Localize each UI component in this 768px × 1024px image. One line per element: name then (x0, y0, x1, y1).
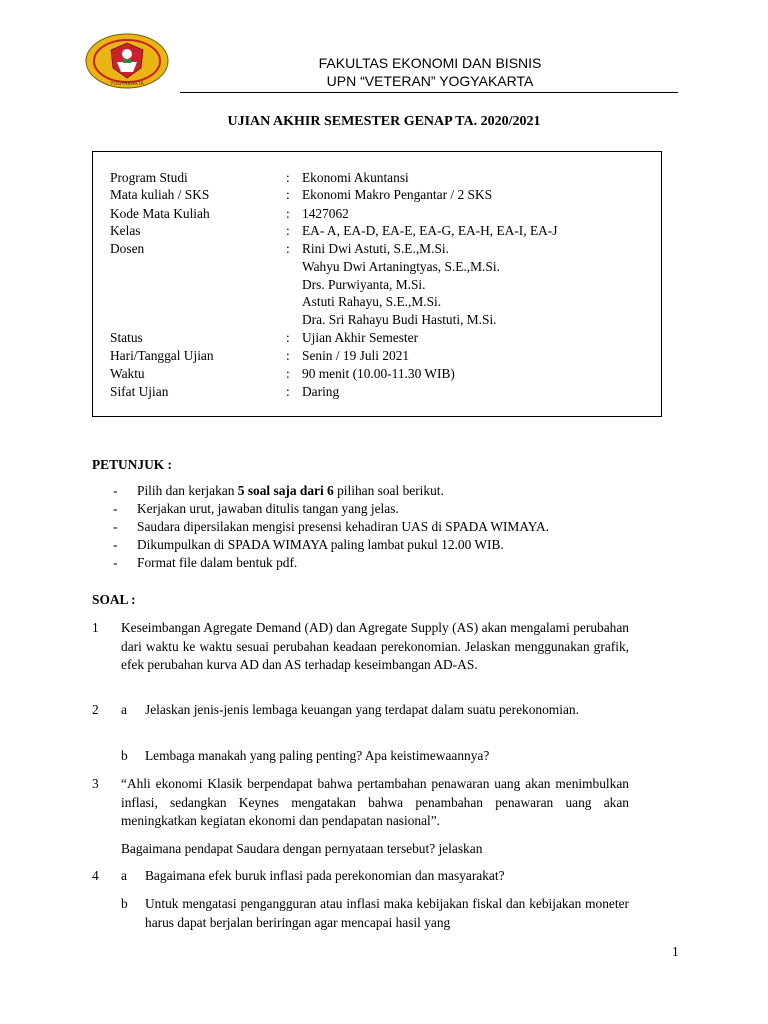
question-4a-text: Bagaimana efek buruk inflasi pada perekonomian dan masyarakat? (145, 868, 505, 883)
question-3-followup: Bagaimana pendapat Saudara dengan pernyataan tersebut? jelaskan (121, 841, 483, 856)
info-colon: : (286, 330, 290, 345)
question-3-text: “Ahli ekonomi Klasik berpendapat bahwa pertambahan penawaran uang akan menimbulkan inflasi, sedangkan Keynes mengatakan bahwa penambahan penawaran uang akan meningkatkan kegiatan ekonomi dan pendapatan nasional”. (121, 776, 629, 828)
question-4b-text: Untuk mengatasi pengangguran atau inflasi maka kebijakan fiskal dan kebijakan moneter harus dapat berjalan beriringan agar mencapai hasil yang (145, 896, 629, 930)
faculty-name: FAKULTAS EKONOMI DAN BISNIS (318, 55, 542, 71)
instruction-item: Saudara dipersilakan mengisi presensi kehadiran UAS di SPADA WIMAYA. (137, 519, 549, 534)
question-1-text: Keseimbangan Agregate Demand (AD) dan Agregate Supply (AS) akan mengalami perubahan dari waktu ke waktu sesuai perubahan keadaan perekonomian. Jelaskan menggunakan grafik, efek perubahan kurva AD dan AS terhadap keseimbangan AD-AS. (121, 620, 629, 672)
instruction-text: pilihan soal berikut. (333, 483, 444, 498)
exam-title: UJIAN AKHIR SEMESTER GENAP TA. 2020/2021 (227, 114, 541, 129)
info-lecturer-2: Wahyu Dwi Artaningtyas, S.E.,M.Si. (302, 259, 500, 274)
info-value-time: 90 menit (10.00-11.30 WIB) (302, 366, 455, 381)
info-colon: : (286, 223, 290, 238)
info-value-program: Ekonomi Akuntansi (302, 170, 409, 185)
header-divider (180, 92, 678, 93)
bullet-dash: - (113, 555, 118, 570)
info-colon: : (286, 366, 290, 381)
info-colon: : (286, 241, 290, 256)
instruction-emphasis: 5 soal saja dari 6 (237, 483, 334, 498)
instruction-item: Dikumpulkan di SPADA WIMAYA paling lambat pukul 12.00 WIB. (137, 537, 504, 552)
question-2a-text: Jelaskan jenis-jenis lembaga keuangan yang terdapat dalam suatu perekonomian. (145, 702, 579, 717)
info-lecturer-5: Dra. Sri Rahayu Budi Hastuti, M.Si. (302, 312, 497, 327)
info-label-class: Kelas (110, 223, 141, 238)
info-label-program: Program Studi (110, 170, 188, 185)
question-number: 2 (92, 702, 99, 717)
info-value-lecturer: Rini Dwi Astuti, S.E.,M.Si. (302, 241, 449, 256)
info-label-date: Hari/Tanggal Ujian (110, 348, 214, 363)
university-logo (84, 32, 170, 92)
info-value-code: 1427062 (302, 206, 349, 221)
info-value-class: EA- A, EA-D, EA-E, EA-G, EA-H, EA-I, EA-J (302, 223, 558, 238)
info-label-status: Status (110, 330, 143, 345)
info-lecturer-4: Astuti Rahayu, S.E.,M.Si. (302, 294, 442, 309)
info-colon: : (286, 348, 290, 363)
instructions-heading: PETUNJUK : (92, 457, 172, 472)
info-value-status: Ujian Akhir Semester (302, 330, 419, 345)
sub-question-label: a (121, 702, 127, 717)
info-colon: : (286, 187, 290, 202)
info-colon: : (286, 384, 290, 399)
info-label-mode: Sifat Ujian (110, 384, 169, 399)
info-value-mode: Daring (302, 384, 340, 399)
bullet-dash: - (113, 501, 118, 516)
instruction-text: Pilih dan kerjakan (137, 483, 238, 498)
bullet-dash: - (113, 537, 118, 552)
sub-question-label: b (121, 896, 128, 911)
bullet-dash: - (113, 483, 118, 498)
info-lecturer-3: Drs. Purwiyanta, M.Si. (302, 277, 426, 292)
question-number: 3 (92, 776, 99, 791)
info-label-course: Mata kuliah / SKS (110, 187, 210, 202)
info-label-time: Waktu (110, 366, 145, 381)
page-number: 1 (672, 944, 679, 959)
sub-question-label: b (121, 748, 128, 763)
university-name: UPN “VETERAN” YOGYAKARTA (326, 73, 534, 89)
info-colon: : (286, 206, 290, 221)
info-value-date: Senin / 19 Juli 2021 (302, 348, 410, 363)
sub-question-label: a (121, 868, 127, 883)
instruction-item (137, 482, 444, 499)
instruction-item: Format file dalam bentuk pdf. (137, 555, 298, 570)
info-label-lecturer: Dosen (110, 241, 145, 256)
info-label-code: Kode Mata Kuliah (110, 206, 210, 221)
info-value-course: Ekonomi Makro Pengantar / 2 SKS (302, 187, 493, 202)
question-number: 4 (92, 868, 99, 883)
question-2b-text: Lembaga manakah yang paling penting? Apa keistimewaannya? (145, 748, 490, 763)
questions-heading: SOAL : (92, 592, 136, 607)
instruction-item: Kerjakan urut, jawaban ditulis tangan yang jelas. (137, 501, 399, 516)
info-colon: : (286, 170, 290, 185)
bullet-dash: - (113, 519, 118, 534)
question-number: 1 (92, 620, 99, 635)
logo-text: YOGYAKARTA (110, 81, 144, 87)
